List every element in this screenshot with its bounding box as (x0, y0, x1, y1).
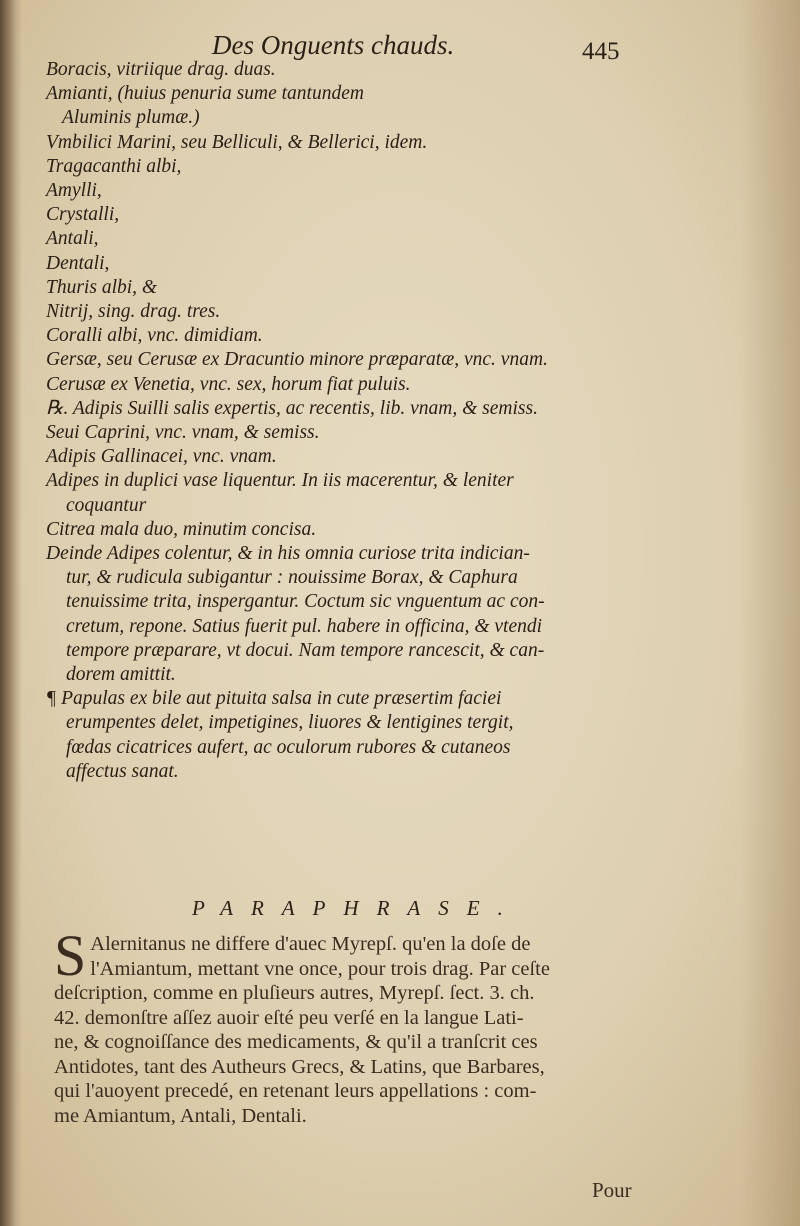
recipe-line: affectus sanat. (66, 760, 179, 782)
paraphrase-line: 42. demonſtre aſſez auoir eſté peu verſé en la langue Lati- (54, 1006, 524, 1029)
recipe-line: Cerusæ ex Venetia, vnc. sex, horum fiat puluis. (46, 373, 411, 395)
recipe-line: Adipis Gallinacei, vnc. vnam. (46, 446, 277, 468)
recipe-line: Citrea mala duo, minutim concisa. (46, 518, 317, 540)
recipe-line: Aluminis plumæ.) (62, 107, 200, 129)
paraphrase-heading: PARAPHRASE. (192, 896, 521, 920)
recipe-line: Boracis, vitriique drag. duas. (46, 59, 276, 80)
recipe-line: Amianti, (huius penuria sume tantundem (46, 83, 364, 105)
paraphrase-line: qui l'auoyent precedé, en retenant leurs appellations : com- (54, 1080, 537, 1102)
recipe-line: Amylli, (46, 180, 102, 202)
running-head: Des Onguents chauds. (212, 30, 455, 60)
recipe-line: Seui Caprini, vnc. vnam, & semiss. (46, 422, 320, 444)
recipe-line: ¶ Papulas ex bile aut pituita salsa in cute præsertim faciei (46, 688, 502, 710)
recipe-line: Nitrij, sing. drag. tres. (46, 301, 221, 323)
recipe-line: dorem amittit. (66, 664, 176, 686)
recipe-line: fœdas cicatrices aufert, ac oculorum rubores & cutaneos (66, 736, 511, 758)
recipe-line: Dentali, (46, 252, 110, 274)
paraphrase-line: deſcription, comme en pluſieurs autres, Myrepſ. ſect. 3. ch. (54, 982, 535, 1004)
page-gutter-shadow (0, 0, 22, 1226)
recipe-line: Thuris albi, & (46, 276, 158, 298)
drop-cap: S (54, 923, 87, 988)
recipe-line: Gersæ, seu Cerusæ ex Dracuntio minore præparatæ, vnc. vnam. (46, 349, 548, 371)
recipe-line: tenuissime trita, inspergantur. Coctum sic vnguentum ac con- (66, 591, 545, 613)
recipe-line: Adipes in duplici vase liquentur. In iis macerentur, & leniter (46, 470, 514, 492)
recipe-line: tur, & rudicula subigantur : nouissime Borax, & Caphura (66, 567, 518, 589)
page-edge-shadow (740, 0, 800, 1226)
catchword: Pour (592, 1178, 632, 1202)
recipe-line: Crystalli, (46, 204, 120, 226)
recipe-line: Coralli albi, vnc. dimidiam. (46, 325, 263, 347)
recipe-line: ℞. Adipis Suilli salis expertis, ac recentis, lib. vnam, & semiss. (46, 397, 538, 419)
recipe-line: Deinde Adipes colentur, & in his omnia curiose trita indician- (46, 543, 530, 565)
recipe-line: coquantur (66, 494, 147, 516)
recipe-line: erumpentes delet, impetigines, liuores & lentigines tergit, (66, 712, 514, 734)
recipe-line: tempore præparare, vt docui. Nam tempore rancescit, & can- (66, 639, 545, 661)
paraphrase-line: Antidotes, tant des Autheurs Grecs, & Latins, que Barbares, (54, 1055, 545, 1078)
paraphrase-line: ne, & cognoiſſance des medicaments, & qu'il a tranſcrit ces (54, 1031, 538, 1053)
paraphrase-line: l'Amiantum, mettant vne once, pour trois drag. Par ceſte (90, 957, 550, 980)
paraphrase-line: me Amiantum, Antali, Dentali. (54, 1104, 307, 1127)
recipe-line: cretum, repone. Satius fuerit pul. habere in officina, & vtendi (66, 615, 543, 637)
recipe-line: Tragacanthi albi, (46, 155, 182, 177)
page-number: 445 (582, 38, 620, 65)
paraphrase-line: Alernitanus ne differe d'auec Myrepſ. qu'en la doſe de (90, 933, 531, 955)
recipe-line: Vmbilici Marini, seu Belliculi, & Bellerici, idem. (46, 131, 428, 153)
recipe-text (46, 58, 686, 784)
paraphrase-text (54, 923, 664, 1128)
recipe-line: Antali, (46, 228, 99, 250)
